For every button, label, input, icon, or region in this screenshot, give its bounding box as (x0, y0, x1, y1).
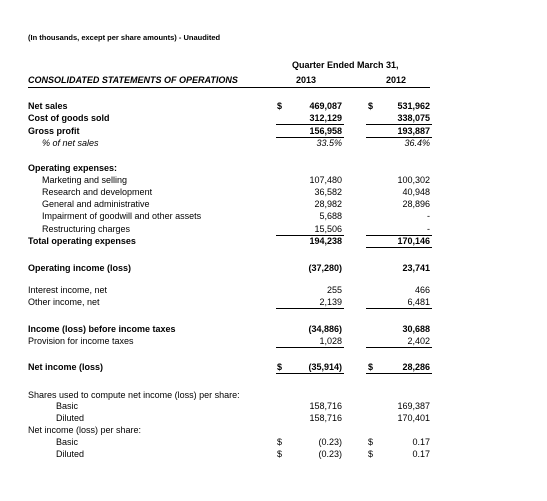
cell-2013: 158,716 (309, 401, 342, 411)
cell-2012: 23,741 (402, 263, 430, 273)
cell-2012: 28,896 (402, 199, 430, 209)
row-label: Research and development (42, 187, 153, 197)
cell-2013: 194,238 (309, 236, 342, 246)
cell-2013: 28,982 (314, 199, 342, 209)
cell-2013: 156,958 (309, 126, 342, 136)
row-label: Income (loss) before income taxes (28, 324, 176, 334)
row-label: Operating expenses: (28, 163, 118, 173)
row-label: Marketing and selling (42, 175, 128, 185)
row-label: Basic (56, 401, 79, 411)
row-label: Net income (loss) (28, 362, 104, 372)
row-label: Total operating expenses (28, 236, 136, 246)
cell-2013: 15,506 (314, 224, 342, 234)
cell-2013: 312,129 (309, 113, 342, 123)
cell-2012: 40,948 (402, 187, 430, 197)
currency-symbol: $ (277, 101, 283, 111)
cell-2013: 469,087 (309, 101, 342, 111)
row-label: Impairment of goodwill and other assets (42, 211, 202, 221)
row-label: Cost of goods sold (28, 113, 110, 123)
cell-2012: - (427, 211, 430, 221)
underline-rule (366, 247, 432, 248)
row-label: Provision for income taxes (28, 336, 134, 346)
cell-2012: 0.17 (412, 449, 430, 459)
statement-title: CONSOLIDATED STATEMENTS OF OPERATIONS (28, 75, 238, 85)
cell-2012: 0.17 (412, 437, 430, 447)
row-label: Diluted (56, 449, 85, 459)
cell-2013: 158,716 (309, 413, 342, 423)
underline-rule (276, 373, 344, 374)
cell-2012: 170,146 (397, 236, 430, 246)
cell-2013: 36,582 (314, 187, 342, 197)
currency-symbol: $ (368, 437, 374, 447)
underline-rule (366, 347, 432, 348)
underline-rule (366, 124, 432, 125)
currency-symbol: $ (368, 101, 374, 111)
cell-2012: - (427, 224, 430, 234)
cell-2012: 169,387 (397, 401, 430, 411)
cell-2012: 6,481 (407, 297, 430, 307)
cell-2012: 36.4% (404, 138, 430, 148)
cell-2013: 33.5% (316, 138, 342, 148)
currency-symbol: $ (277, 449, 283, 459)
cell-2013: (0.23) (318, 437, 342, 447)
currency-symbol: $ (277, 437, 283, 447)
cell-2012: 193,887 (397, 126, 430, 136)
row-label: Diluted (56, 413, 85, 423)
underline-rule (366, 308, 432, 309)
row-label: Net sales (28, 101, 68, 111)
cell-2012: 2,402 (407, 336, 430, 346)
row-label: Restructuring charges (42, 224, 131, 234)
cell-2012: 100,302 (397, 175, 430, 185)
cell-2013: 5,688 (319, 211, 342, 221)
underline-rule (276, 308, 344, 309)
units-note: (In thousands, except per share amounts) - Unaudited (28, 33, 221, 42)
row-label: Net income (loss) per share: (28, 425, 142, 435)
row-label: Basic (56, 437, 79, 447)
cell-2013: (34,886) (308, 324, 342, 334)
period-header: Quarter Ended March 31, (292, 60, 399, 70)
row-label: General and administrative (42, 199, 150, 209)
cell-2012: 466 (414, 285, 430, 295)
cell-2012: 531,962 (397, 101, 430, 111)
cell-2012: 30,688 (402, 324, 430, 334)
row-label: Operating income (loss) (28, 263, 132, 273)
row-label: Interest income, net (28, 285, 108, 295)
underline-rule (276, 347, 344, 348)
row-label: % of net sales (42, 138, 99, 148)
cell-2013: (37,280) (308, 263, 342, 273)
currency-symbol: $ (277, 362, 283, 372)
cell-2012: 28,286 (402, 362, 430, 372)
cell-2013: 1,028 (319, 336, 342, 346)
row-label: Shares used to compute net income (loss) per share: (28, 390, 240, 400)
underline-rule (276, 124, 344, 125)
currency-symbol: $ (368, 362, 374, 372)
cell-2013: (35,914) (308, 362, 342, 372)
currency-symbol: $ (368, 449, 374, 459)
row-label: Other income, net (28, 297, 100, 307)
cell-2013: 255 (326, 285, 342, 295)
cell-2013: 107,480 (309, 175, 342, 185)
header-rule (28, 87, 430, 88)
cell-2012: 170,401 (397, 413, 430, 423)
cell-2013: (0.23) (318, 449, 342, 459)
year-header-2013: 2013 (296, 75, 317, 85)
year-header-2012: 2012 (386, 75, 407, 85)
cell-2012: 338,075 (397, 113, 430, 123)
underline-rule (366, 373, 432, 374)
cell-2013: 2,139 (319, 297, 342, 307)
row-label: Gross profit (28, 126, 80, 136)
